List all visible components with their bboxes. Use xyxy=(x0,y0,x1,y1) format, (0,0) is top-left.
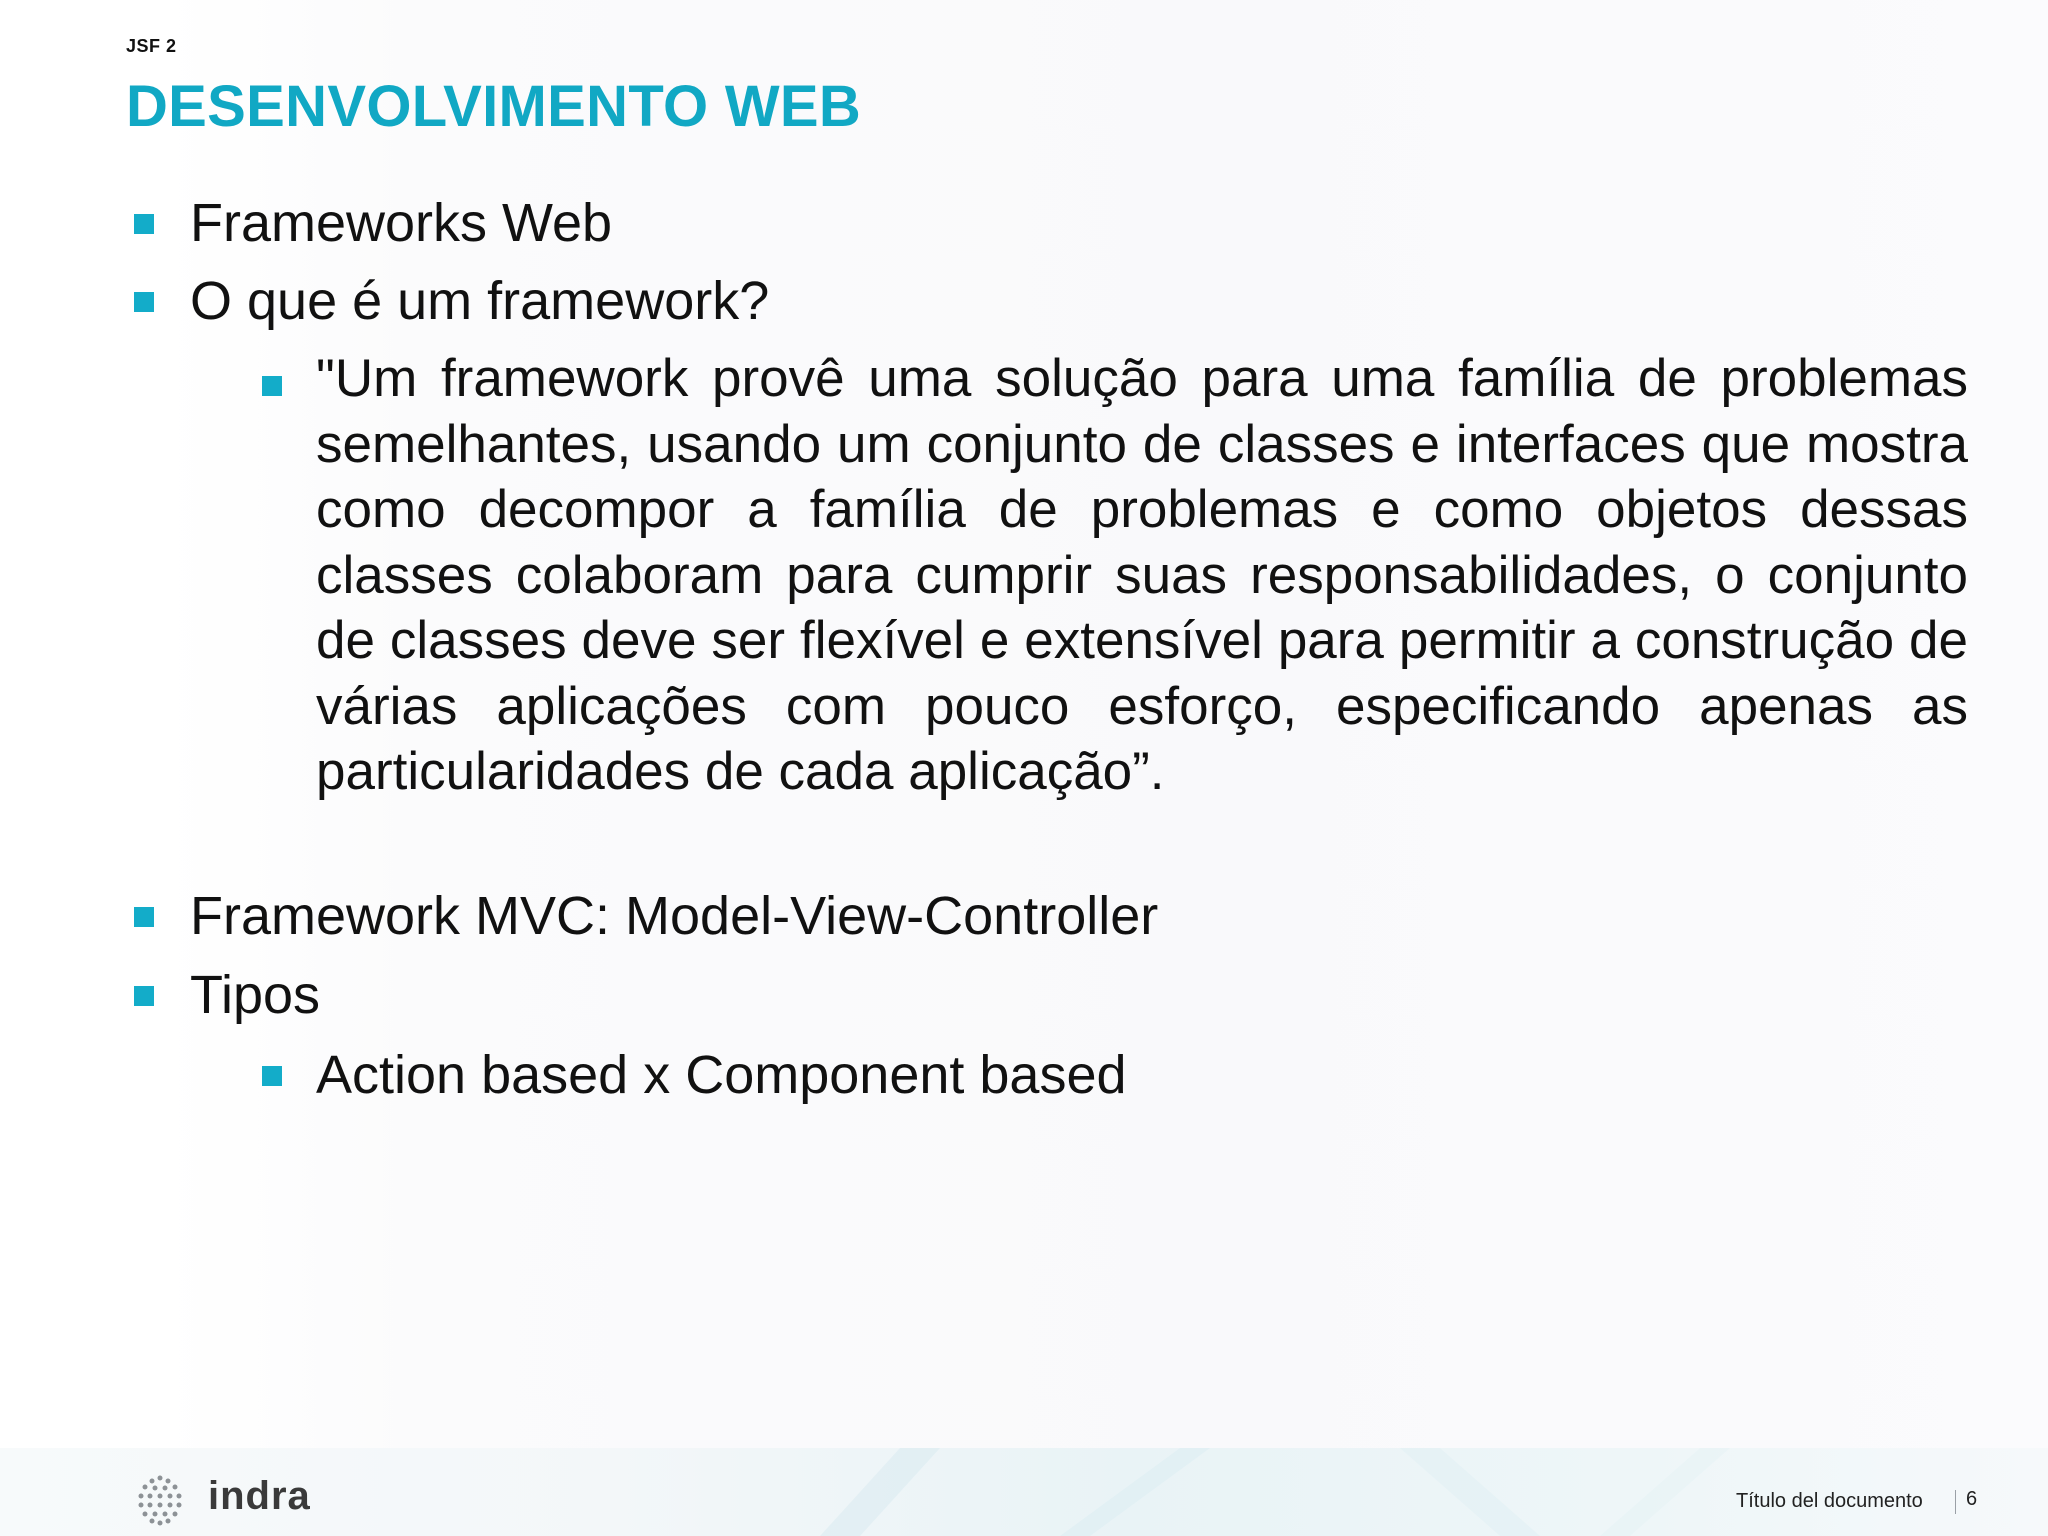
bullet-text: Tipos xyxy=(190,965,321,1025)
bullet-item xyxy=(190,962,320,1028)
bullet-item xyxy=(190,268,769,334)
bullet-square-icon xyxy=(134,986,154,1006)
document-title: Título del documento xyxy=(1736,1490,1923,1512)
page-separator xyxy=(1955,1490,1956,1514)
bullet-text: Framework MVC: Model-View-Controller xyxy=(190,886,1159,946)
bullet-square-icon xyxy=(262,1066,282,1086)
logo-text: indra xyxy=(208,1474,311,1518)
bullet-square-icon xyxy=(134,292,154,312)
page-number: 6 xyxy=(1966,1488,1978,1510)
bullet-square-icon xyxy=(262,376,282,396)
bullet-item xyxy=(190,190,612,256)
bullet-item xyxy=(190,883,1158,949)
bullet-text: Frameworks Web xyxy=(190,193,613,253)
bullet-text: O que é um framework? xyxy=(190,271,770,331)
bullet-square-icon xyxy=(134,214,154,234)
slide-title: DESENVOLVIMENTO WEB xyxy=(126,74,862,139)
framework-definition-quote: "Um framework provê uma solução para uma família de problemas semelhantes, usando um conjunto de classes e interfaces que mostra como decompor a família de problemas e como objetos dessas classes colaboram para cumprir suas responsabilidades, o conjunto de classes deve ser flexível e extensível para permitir a construção de várias aplicações com pouco esforço, especificando apenas as particularidades de cada aplicação”. xyxy=(316,349,1968,801)
bullet-square-icon xyxy=(134,907,154,927)
section-label: JSF 2 xyxy=(126,36,177,56)
sub-bullet-item xyxy=(316,1042,1127,1108)
bullet-text: Action based x Component based xyxy=(316,1045,1127,1105)
